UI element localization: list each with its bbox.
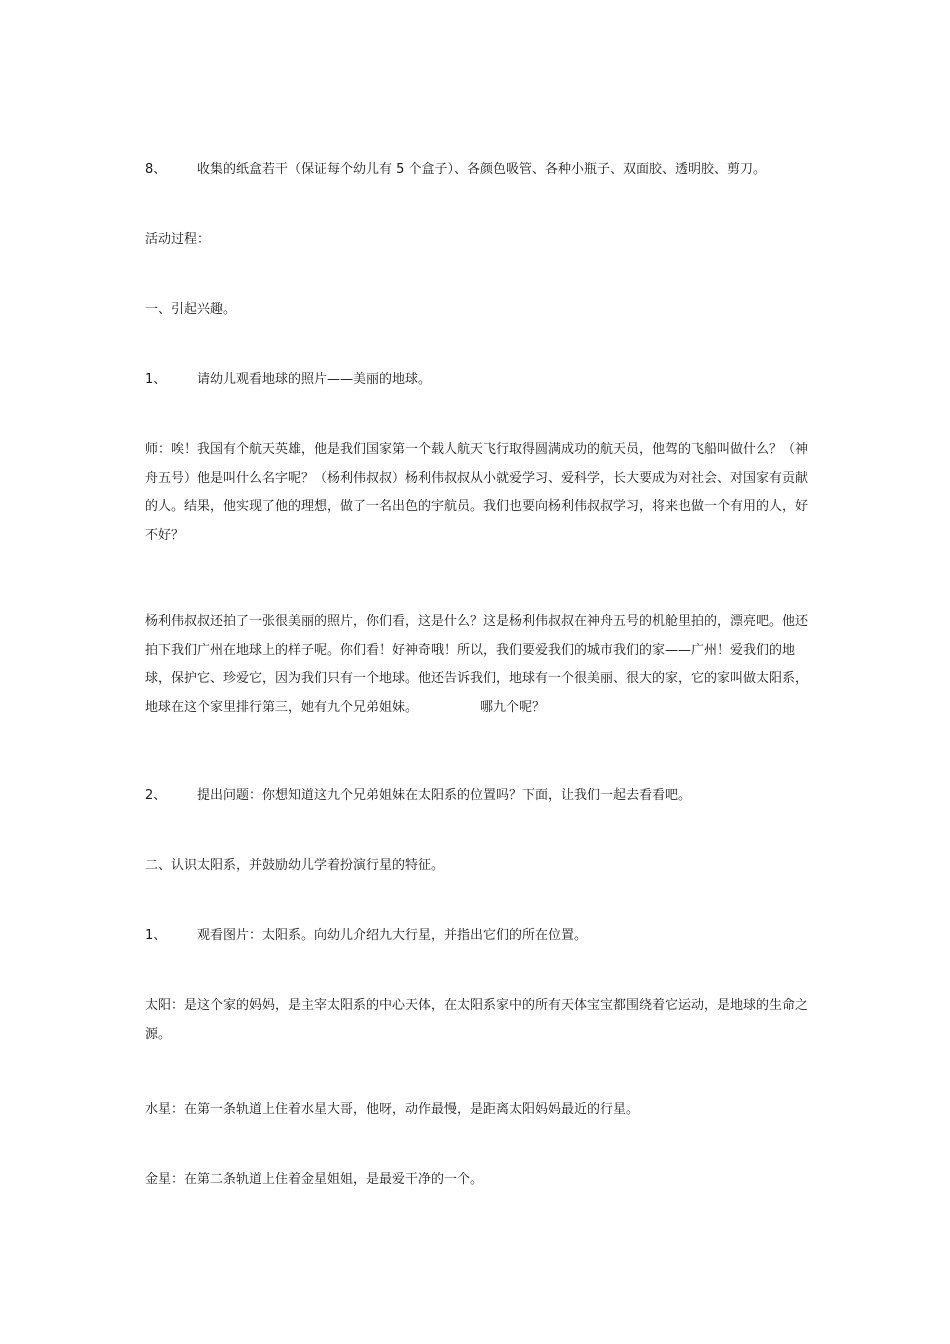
item-number: 8、 — [145, 162, 167, 177]
teacher-paragraph: 师：唉！我国有个航天英雄，他是我们国家第一个载人航天飞行取得圆满成功的航天员，他驾的飞船叫做什么？（神舟五号）他是叫什么名字呢？（杨利伟叔叔）杨利伟叔叔从小就爱学习、爱科学，长大要成为对社会、对国家有贡献的人。结果，他实现了他的理想，做了一名出色的宇航员。我们也要向杨利伟叔叔学习，将来也做一个有用的人，好不好？ — [145, 442, 809, 543]
step-text: 提出问题：你想知道这九个兄弟姐妹在太阳系的位置吗？下面，让我们一起去看看吧。 — [197, 788, 692, 803]
step-number: 2、 — [145, 788, 167, 803]
section-1-step-2 — [145, 782, 810, 811]
section-1-step-1 — [145, 366, 810, 395]
step-number: 1、 — [145, 928, 167, 943]
venus-paragraph: 金星：在第二条轨道上住着金星姐姐，是最爱干净的一个。 — [145, 1172, 484, 1187]
step-text: 请幼儿观看地球的照片——美丽的地球。 — [197, 372, 432, 387]
materials-item-8 — [145, 156, 810, 185]
sun-paragraph: 太阳：是这个家的妈妈，是主宰太阳系的中心天体，在太阳系家中的所有天体宝宝都围绕着它运动，是地球的生命之源。 — [145, 998, 809, 1042]
section-2-step-1 — [145, 922, 810, 951]
section-1-heading: 一、引起兴趣。 — [145, 302, 237, 317]
section-2-heading: 二、认识太阳系，并鼓励幼儿学着扮演行星的特征。 — [145, 858, 445, 873]
photo-paragraph-question: 哪九个呢？ — [480, 699, 546, 715]
photo-paragraph-text: 杨利伟叔叔还拍了一张很美丽的照片，你们看，这是什么？这是杨利伟叔叔在神舟五号的机舱里拍的，漂亮吧。他还拍下我们广州在地球上的样子呢。你们看！好神奇哦！所以，我们要爱我们的城市我们的家——广州！爱我们的地球，保护它、珍爱它，因为我们只有一个地球。他还告诉我们，地球有一个很美丽、很大的家，它的家叫做太阳系，地球在这个家里排行第三，她有九个兄弟姐妹。 — [145, 614, 809, 715]
step-number: 1、 — [145, 372, 167, 387]
mercury-paragraph: 水星：在第一条轨道上住着水星大哥，他呀，动作最慢，是距离太阳妈妈最近的行星。 — [145, 1102, 640, 1117]
item-text: 收集的纸盒若干（保证每个幼儿有 5 个盒子）、各颜色吸管、各种小瓶子、双面胶、透明胶、剪刀。 — [197, 162, 767, 177]
process-heading: 活动过程： — [145, 232, 211, 247]
photo-paragraph — [145, 608, 810, 722]
step-text: 观看图片：太阳系。向幼儿介绍九大行星，并指出它们的所在位置。 — [197, 928, 588, 943]
